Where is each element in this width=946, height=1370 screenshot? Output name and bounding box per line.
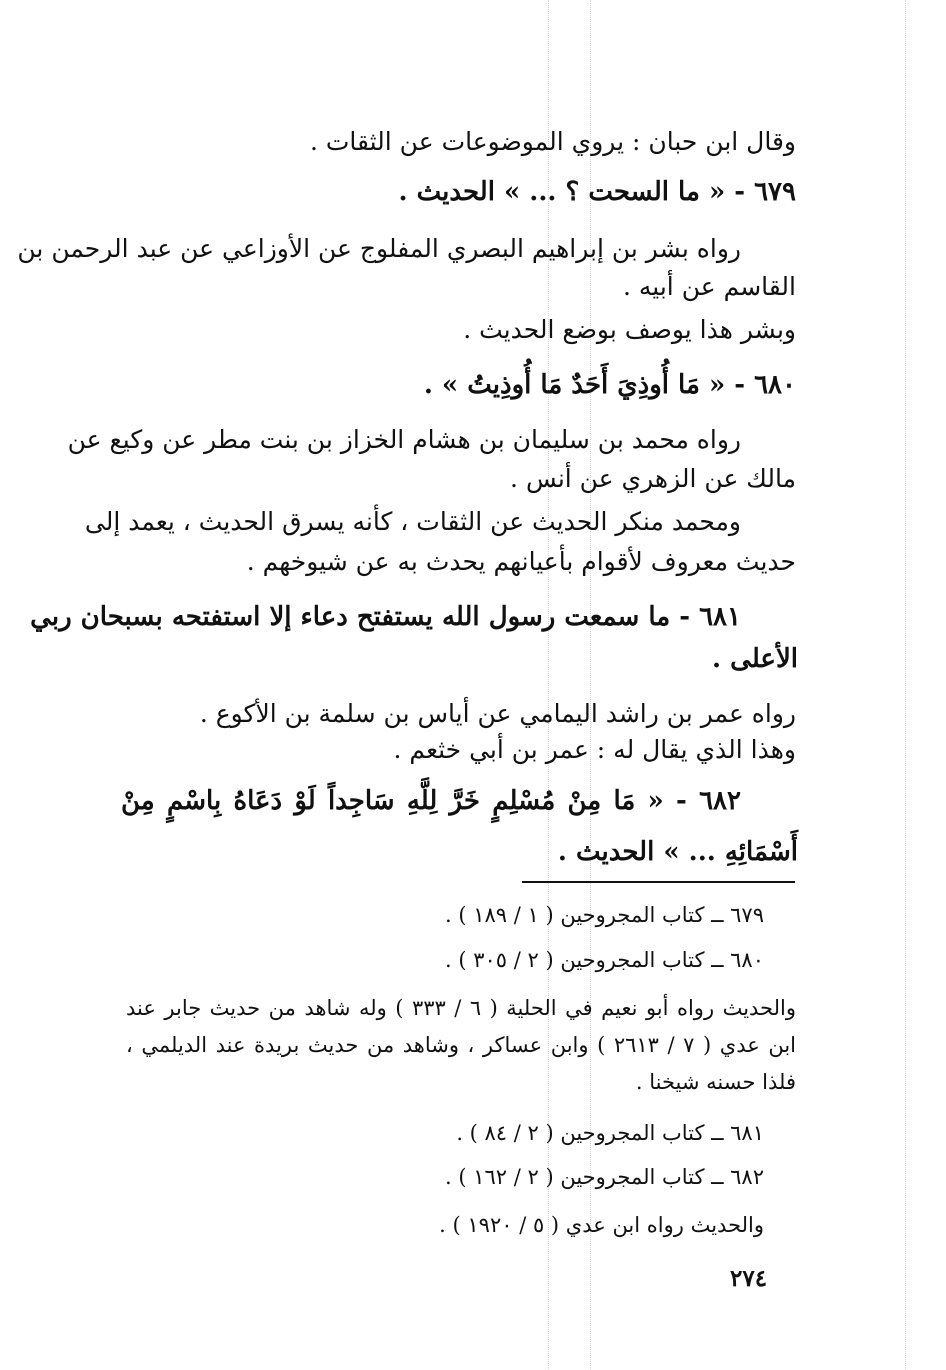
scan-guide-line	[905, 0, 906, 1370]
footnote-line: فلذا حسنه شيخنا .	[635, 1070, 796, 1094]
footnote-682: ٦٨٢ ــ كتاب المجروحين ( ٢ / ١٦٢ ) .	[445, 1165, 764, 1189]
body-line: مالك عن الزهري عن أنس .	[510, 464, 796, 493]
hadith-heading-682-cont: أَسْمَائِهِ ... » الحديث .	[557, 837, 798, 867]
hadith-heading-681: ٦٨١ - ما سمعت رسول الله يستفتح دعاء إلا استفتحه بسبحان ربي	[30, 602, 741, 632]
body-line: وقال ابن حبان : يروي الموضوعات عن الثقات .	[309, 127, 796, 156]
footnote-line: والحديث رواه أبو نعيم في الحلية ( ٦ / ٣٣٣ ) وله شاهد من حديث جابر عند	[126, 996, 796, 1020]
hadith-heading-681-cont: الأعلى .	[712, 644, 798, 674]
body-line: رواه محمد بن سليمان بن هشام الخزاز بن بنت مطر عن وكيع عن	[67, 425, 741, 454]
body-line: ومحمد منكر الحديث عن الثقات ، كأنه يسرق الحديث ، يعمد إلى	[84, 507, 741, 536]
hadith-heading-682: ٦٨٢ - « مَا مِنْ مُسْلِمٍ خَرَّ لِلَّهِ سَاجِداً لَوْ دَعَاهُ بِاسْمٍ مِنْ	[121, 786, 741, 816]
body-line: وبشر هذا يوصف بوضع الحديث .	[463, 315, 796, 344]
footnote-line: ابن عدي ( ٧ / ٢٦١٣ ) وابن عساكر ، وشاهد من حديث بريدة عند الديلمي ،	[126, 1033, 796, 1057]
footnote-681: ٦٨١ ــ كتاب المجروحين ( ٢ / ٨٤ ) .	[456, 1121, 764, 1145]
footnote-separator	[522, 881, 795, 883]
page-number: ٢٧٤	[730, 1265, 768, 1292]
body-line: رواه عمر بن راشد اليمامي عن أياس بن سلمة بن الأكوع .	[199, 699, 796, 728]
body-line: وهذا الذي يقال له : عمر بن أبي خثعم .	[393, 735, 796, 764]
footnote-679: ٦٧٩ ــ كتاب المجروحين ( ١ / ١٨٩ ) .	[445, 903, 764, 927]
body-line: القاسم عن أبيه .	[623, 272, 796, 301]
body-line: رواه بشر بن إبراهيم البصري المفلوج عن الأوزاعي عن عبد الرحمن بن	[17, 234, 741, 263]
footnote-680: ٦٨٠ ــ كتاب المجروحين ( ٢ / ٣٠٥ ) .	[445, 948, 764, 972]
footnote-line: والحديث رواه ابن عدي ( ٥ / ١٩٢٠ ) .	[439, 1213, 764, 1237]
body-line: حديث معروف لأقوام بأعيانهم يحدث به عن شيوخهم .	[246, 547, 796, 576]
hadith-heading-679: ٦٧٩ - « ما السحت ؟ ... » الحديث .	[398, 177, 796, 207]
hadith-heading-680: ٦٨٠ - « مَا أُوذِيَ أَحَدٌ مَا أُوذِيتُ » .	[423, 370, 796, 400]
